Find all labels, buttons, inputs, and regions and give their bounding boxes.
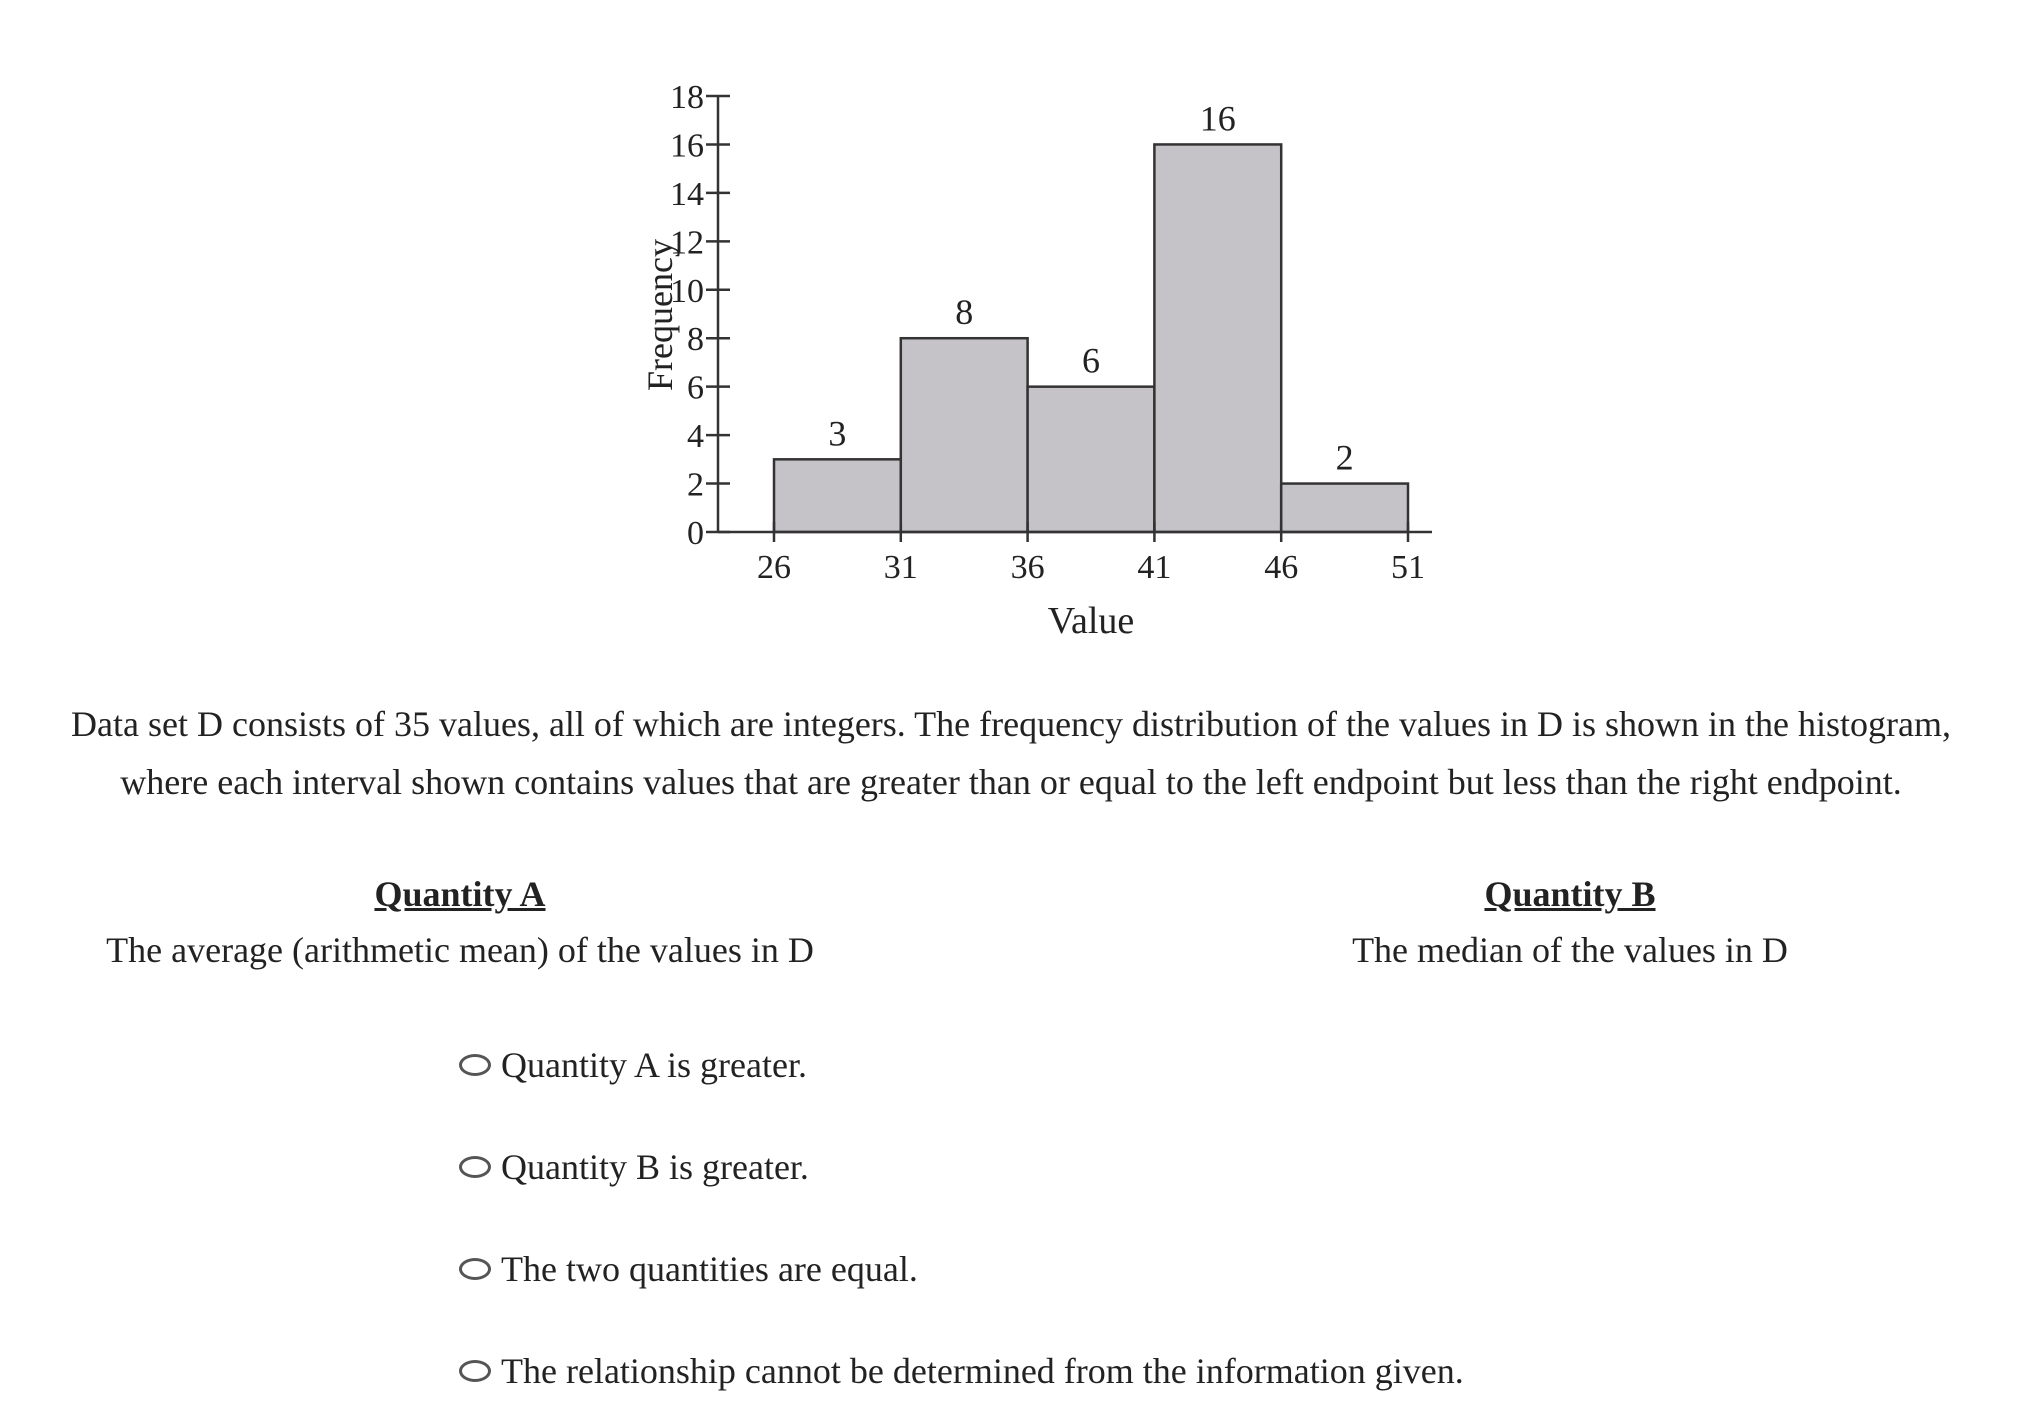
quantity-a <box>60 872 860 972</box>
option-label: The relationship cannot be determined from the information given. <box>501 1351 1464 1391</box>
histogram-bar <box>901 338 1028 532</box>
histogram-bars <box>774 144 1408 532</box>
x-axis-label: Value <box>1047 600 1135 642</box>
y-tick-label: 8 <box>687 321 704 359</box>
histogram-bar <box>774 459 901 532</box>
radio-button-icon[interactable] <box>459 1360 491 1382</box>
y-tick-label: 6 <box>687 369 704 407</box>
y-tick-label: 4 <box>687 418 704 456</box>
x-tick-label: 46 <box>1264 549 1299 586</box>
bar-value-label: 8 <box>955 292 974 333</box>
x-axis <box>718 522 1432 586</box>
x-tick-label: 36 <box>1010 549 1045 586</box>
histogram-bar <box>1281 484 1408 532</box>
radio-button-icon[interactable] <box>459 1156 491 1178</box>
option-cannot-determine[interactable] <box>459 1346 1464 1396</box>
y-tick-label: 10 <box>670 272 704 310</box>
quantity-b-text: The median of the values in D <box>1352 930 1788 970</box>
bar-value-label: 3 <box>828 413 847 454</box>
radio-button-icon[interactable] <box>459 1258 491 1280</box>
histogram-bar <box>1154 144 1281 532</box>
y-tick-label: 0 <box>687 515 704 552</box>
bar-value-label: 16 <box>1199 98 1236 139</box>
quantity-b-title: Quantity B <box>1484 874 1656 914</box>
y-tick-label: 16 <box>670 127 704 165</box>
x-tick-label: 51 <box>1391 549 1425 586</box>
histogram-bar <box>1028 387 1155 532</box>
histogram <box>0 0 2022 660</box>
radio-button-icon[interactable] <box>459 1054 491 1076</box>
y-tick-label: 12 <box>670 224 704 262</box>
quantity-b <box>1170 872 1970 972</box>
option-b-greater[interactable] <box>459 1142 809 1192</box>
x-tick-label: 31 <box>883 549 918 586</box>
y-tick-label: 18 <box>670 79 704 116</box>
question-text: Data set D consists of 35 values, all of which are integers. The frequency distribution of the values in D is shown in the histogram, where each interval shown contains values that are greater than or equal to the left endpoint but less than the right endpoint. <box>71 704 1951 802</box>
option-label: The two quantities are equal. <box>501 1249 918 1289</box>
bar-value-label: 6 <box>1082 340 1100 381</box>
quantity-a-title: Quantity A <box>374 874 546 914</box>
y-axis-label: Frequency <box>640 239 680 391</box>
x-tick-label: 26 <box>757 549 791 586</box>
x-tick-label: 41 <box>1137 549 1172 586</box>
y-tick-label: 14 <box>670 175 704 213</box>
option-a-greater[interactable] <box>459 1040 807 1090</box>
quantity-a-text: The average (arithmetic mean) of the values in D <box>106 930 814 970</box>
option-label: Quantity B is greater. <box>501 1147 809 1187</box>
y-tick-label: 2 <box>687 466 704 504</box>
option-label: Quantity A is greater. <box>501 1045 807 1085</box>
bar-value-label: 2 <box>1335 437 1354 478</box>
option-equal[interactable] <box>459 1244 918 1294</box>
